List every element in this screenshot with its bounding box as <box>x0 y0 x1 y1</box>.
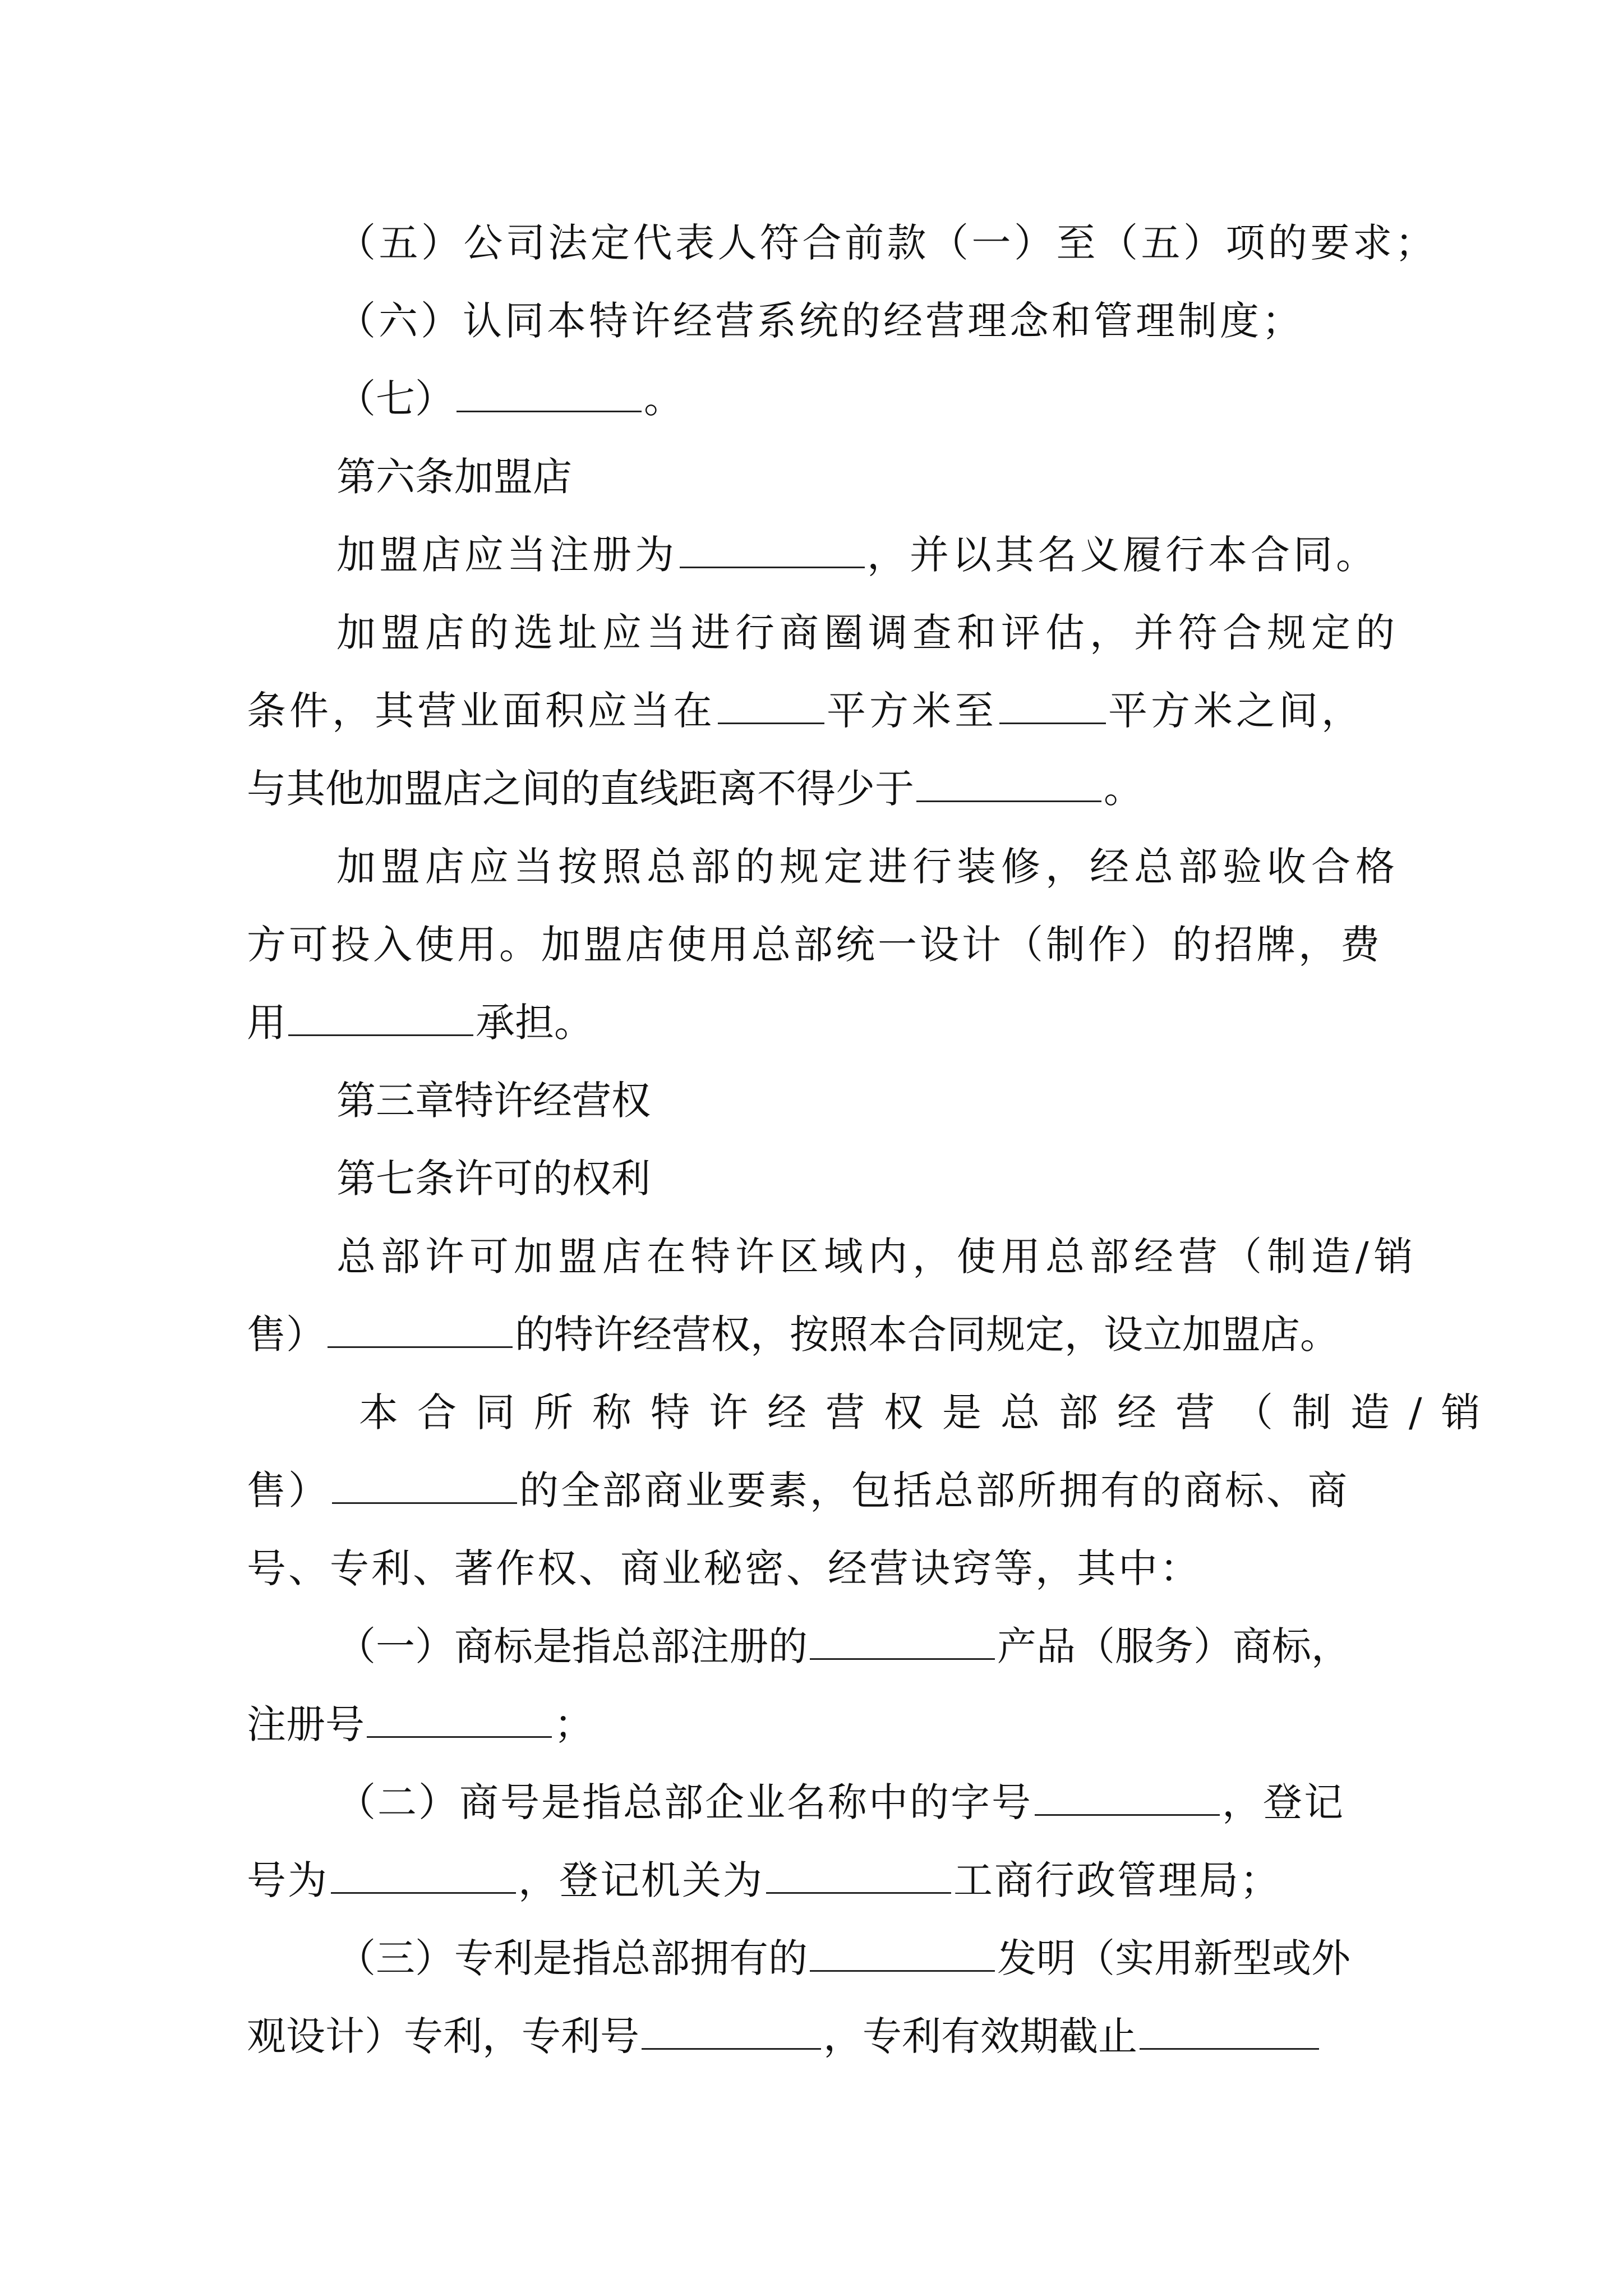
text-segment: 加盟店的选址应当进行商圈调查和评估，并符合规定的 <box>336 610 1400 656</box>
text-line <box>247 919 1382 970</box>
text-segment: 平方米至 <box>827 688 997 734</box>
text-line <box>336 530 1378 580</box>
text-segment: 号、专利、著作权、商业秘密、经营诀窍等，其中： <box>247 1545 1201 1591</box>
text-segment: （二）商号是指总部企业名称中的字号 <box>336 1779 1032 1825</box>
text-segment: 第七条许可的权利 <box>336 1156 651 1202</box>
text-segment: 第六条加盟店 <box>336 454 572 500</box>
text-segment: 售） <box>247 1467 330 1513</box>
text-line <box>247 997 593 1048</box>
text-segment: ，登记机关为 <box>518 1857 764 1903</box>
text-line <box>247 1543 1201 1594</box>
fill-in-blank <box>916 800 1101 802</box>
text-line <box>247 1465 1349 1516</box>
text-segment: （六）认同本特许经营系统的经营理念和管理制度； <box>336 298 1304 344</box>
text-segment: 注册号 <box>247 1701 365 1747</box>
fill-in-blank <box>457 411 642 412</box>
fill-in-blank <box>810 1970 995 1972</box>
text-segment: （三）专利是指总部拥有的 <box>336 1935 808 1981</box>
text-line <box>336 841 1400 892</box>
text-segment: 方可投入使用。加盟店使用总部统一设计（制作）的招牌，费 <box>247 922 1382 968</box>
text-line <box>336 296 1304 346</box>
fill-in-blank <box>766 1892 951 1894</box>
text-segment: 工商行政管理局； <box>953 1857 1281 1903</box>
fill-in-blank <box>367 1736 552 1738</box>
fill-in-blank <box>718 723 824 724</box>
text-line <box>247 1699 593 1750</box>
text-line <box>336 374 683 424</box>
text-segment: ，登记 <box>1222 1779 1345 1825</box>
text-segment: 本合同所称特许经营权是总部经营（制造/销 <box>359 1389 1500 1435</box>
text-line <box>247 763 1143 814</box>
text-segment: 条件，其营业面积应当在 <box>247 688 716 734</box>
text-segment: 。 <box>1104 766 1143 812</box>
text-line <box>336 218 1437 268</box>
text-segment: 发明（实用新型或外 <box>997 1935 1350 1981</box>
text-line <box>359 1387 1500 1438</box>
fill-in-blank <box>1035 1814 1220 1816</box>
text-segment: ，专利有效期截止 <box>823 2013 1137 2059</box>
text-segment: （五）公司法定代表人符合前款（一）至（五）项的要求； <box>336 220 1437 266</box>
fill-in-blank <box>288 1034 473 1036</box>
text-segment: 观设计）专利，专利号 <box>247 2013 639 2059</box>
fill-in-blank <box>810 1658 995 1660</box>
text-line <box>247 685 1364 736</box>
text-line <box>336 1777 1345 1828</box>
text-segment: （七） <box>336 376 454 422</box>
fill-in-blank <box>328 1346 513 1348</box>
text-line <box>247 1309 1339 1360</box>
text-segment: 用 <box>247 1000 286 1046</box>
text-line <box>247 1855 1281 1906</box>
text-segment: 承担。 <box>476 1000 593 1046</box>
text-line <box>336 1231 1418 1282</box>
fill-in-blank <box>1140 2048 1319 2050</box>
text-segment: 产品（服务）商标， <box>997 1623 1350 1669</box>
fill-in-blank <box>332 1502 517 1504</box>
text-segment: ，并以其名义履行本合同。 <box>867 532 1378 578</box>
text-segment: 加盟店应当按照总部的规定进行装修，经总部验收合格 <box>336 844 1400 890</box>
text-line <box>336 1621 1350 1672</box>
fill-in-blank <box>642 2048 821 2050</box>
text-segment: 第三章特许经营权 <box>336 1078 651 1124</box>
text-line <box>336 1933 1350 1984</box>
text-segment: ； <box>554 1701 593 1747</box>
text-segment: 总部许可加盟店在特许区域内，使用总部经营（制造/销 <box>336 1234 1418 1280</box>
text-segment: 号为 <box>247 1857 329 1903</box>
text-segment: 。 <box>644 376 683 422</box>
text-line <box>336 608 1400 658</box>
section-heading <box>336 1153 651 1204</box>
fill-in-blank <box>331 1892 516 1894</box>
chapter-heading <box>336 1075 651 1126</box>
fill-in-blank <box>680 567 865 568</box>
text-segment: （一）商标是指总部注册的 <box>336 1623 808 1669</box>
text-segment: 售） <box>247 1312 325 1358</box>
text-segment: 加盟店应当注册为 <box>336 532 677 578</box>
text-segment: 的全部商业要素，包括总部所拥有的商标、商 <box>519 1467 1349 1513</box>
text-segment: 平方米之间， <box>1108 688 1364 734</box>
text-segment: 的特许经营权，按照本合同规定，设立加盟店。 <box>515 1312 1339 1358</box>
text-line <box>247 2011 1321 2062</box>
text-segment: 与其他加盟店之间的直线距离不得少于 <box>247 766 914 812</box>
fill-in-blank <box>999 723 1106 724</box>
section-heading <box>336 452 572 502</box>
